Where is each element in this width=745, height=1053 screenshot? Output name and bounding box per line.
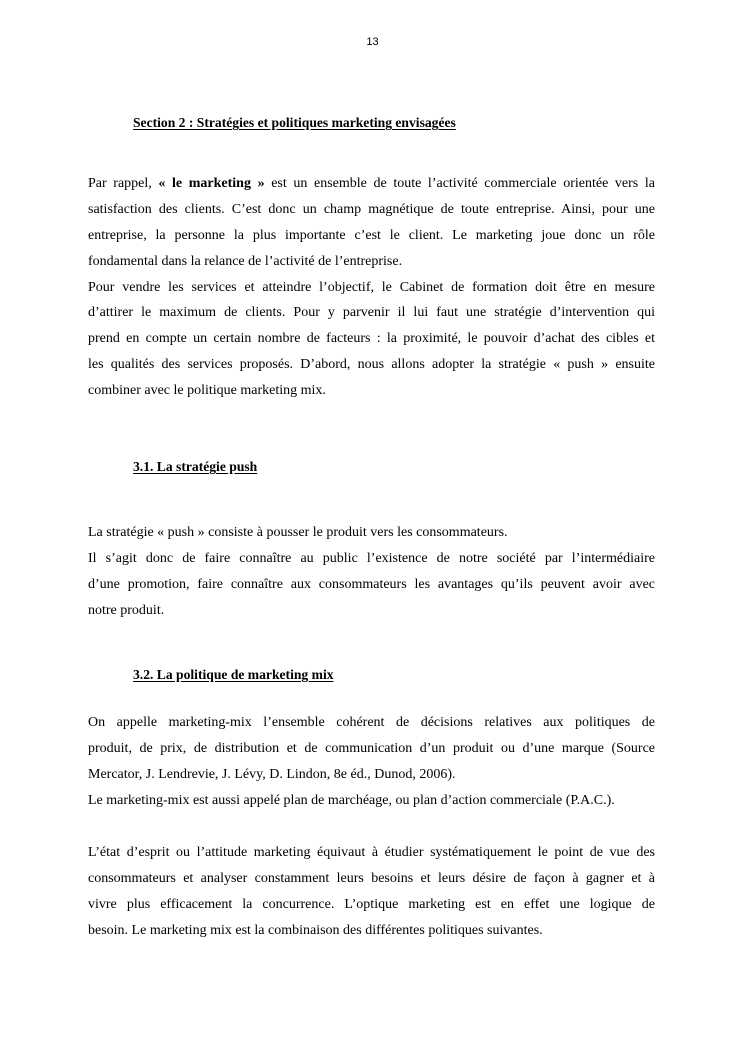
text-line: Il s’agit donc de faire connaître au public l’existence de notre société par l’intermédiaire — [88, 551, 655, 566]
section-2-paragraph-2 — [88, 275, 655, 404]
section-3-2-paragraph-2 — [88, 788, 655, 814]
text-line: d’une promotion, faire connaître aux consommateurs les avantages qu’ils peuvent avoir avec — [88, 576, 655, 592]
text-line: les qualités des services proposés. D’abord, nous allons adopter la stratégie « push » ensuite — [88, 357, 655, 373]
text-line: Mercator, J. Lendrevie, J. Lévy, D. Lindon, 8e éd., Dunod, 2006). — [88, 766, 456, 782]
section-2-heading: Section 2 : Stratégies et politiques marketing envisagées — [133, 115, 456, 130]
text-line: produit, de prix, de distribution et de communication d’un produit ou d’une marque (Source — [88, 740, 655, 756]
text-line: vivre plus efficacement la concurrence. L’optique marketing est en effet une logique de — [88, 896, 655, 912]
text-line: consommateurs et analyser constamment leurs besoins et leurs désire de façon à gagner et à — [88, 870, 655, 886]
section-3-1-paragraph-1 — [88, 520, 655, 546]
text-line: Par rappel, « le marketing » est un ensemble de toute l’activité commerciale orientée vers la — [88, 176, 655, 191]
section-3-2-heading: 3.2. La politique de marketing mix — [133, 667, 334, 682]
text-line: prend en compte un certain nombre de facteurs : la proximité, le pouvoir d’achat des cibles et — [88, 331, 655, 347]
text-line: entreprise, la personne la plus importante c’est le client. Le marketing joue donc un rôle — [88, 227, 655, 243]
page-number: 13 — [366, 36, 379, 48]
text-line: d’attirer le maximum de clients. Pour y parvenir il lui faut une stratégie d’intervention qui — [88, 305, 655, 321]
section-3-2-paragraph-1 — [88, 710, 655, 788]
text-line: besoin. Le marketing mix est la combinaison des différentes politiques suivantes. — [88, 922, 543, 938]
text-line: satisfaction des clients. C’est donc un champ magnétique de toute entreprise. Ainsi, pour une — [88, 201, 655, 217]
section-2-paragraph-1 — [88, 171, 655, 275]
text-line: Pour vendre les services et atteindre l’objectif, le Cabinet de formation doit être en mesure — [88, 279, 655, 295]
text-line: L’état d’esprit ou l’attitude marketing équivaut à étudier systématiquement le point de vue des — [88, 845, 655, 860]
text-line: On appelle marketing-mix l’ensemble cohérent de décisions relatives aux politiques de — [88, 715, 655, 730]
bold-term: « le marketing » — [158, 176, 265, 191]
text-line: notre produit. — [88, 602, 165, 618]
text-line: combiner avec le politique marketing mix. — [88, 383, 326, 399]
section-3-1-heading: 3.1. La stratégie push — [133, 459, 258, 474]
text-line: Le marketing-mix est aussi appelé plan de marchéage, ou plan d’action commerciale (P.A.C.). — [88, 793, 615, 808]
section-3-1-paragraph-2 — [88, 546, 655, 624]
section-3-2-paragraph-3 — [88, 840, 655, 944]
text-line: La stratégie « push » consiste à pousser le produit vers les consommateurs. — [88, 525, 508, 540]
text-line: fondamental dans la relance de l’activité de l’entreprise. — [88, 253, 403, 269]
